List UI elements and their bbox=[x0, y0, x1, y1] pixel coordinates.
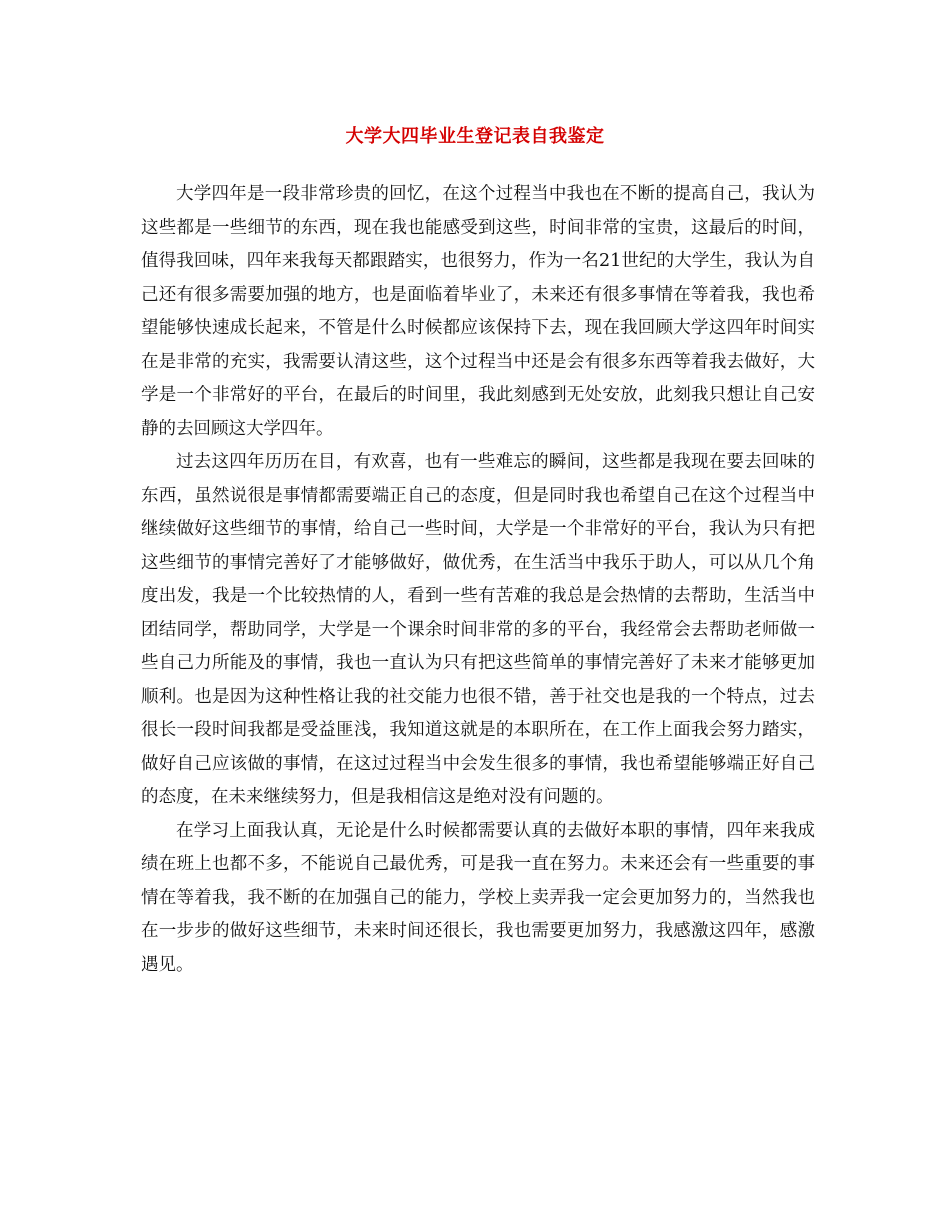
paragraph-2: 过去这四年历历在目，有欢喜，也有一些难忘的瞬间，这些都是我现在要去回味的东西，虽然说很是事情都需要端正自己的态度，但是同时我也希望自己在这个过程当中继续做好这些细节的事情，给自己一些时间，大学是一个非常好的平台，我认为只有把这些细节的事情完善好了才能够做好，做优秀，在生活当中我乐于助人，可以从几个角度出发，我是一个比较热情的人，看到一些有苦难的我总是会热情的去帮助，生活当中团结同学，帮助同学，大学是一个课余时间非常的多的平台，我经常会去帮助老师做一些自己力所能及的事情，我也一直认为只有把这些简单的事情完善好了未来才能够更加顺利。也是因为这种性格让我的社交能力也很不错，善于社交也是我的一个特点，过去很长一段时间我都是受益匪浅，我知道这就是的本职所在，在工作上面我会努力踏实，做好自己应该做的事情，在这过过程当中会发生很多的事情，我也希望能够端正好自己的态度，在未来继续努力，但是我相信这是绝对没有问题的。 bbox=[141, 452, 815, 807]
paragraph-1: 大学四年是一段非常珍贵的回忆，在这个过程当中我也在不断的提高自己，我认为这些都是一些细节的东西，现在我也能感受到这些，时间非常的宝贵，这最后的时间，值得我回味，四年来我每天都跟踏实，也很努力，作为一名21世纪的大学生，我认为自己还有很多需要加强的地方，也是面临着毕业了，未来还有很多事情在等着我，我也希望能够快速成长起来，不管是什么时候都应该保持下去，现在我回顾大学这四年时间实在是非常的充实，我需要认清这些，这个过程当中还是会有很多东西等着我去做好，大学是一个非常好的平台，在最后的时间里，我此刻感到无处安放，此刻我只想让自己安静的去回顾这大学四年。 bbox=[141, 184, 815, 439]
paragraph-3: 在学习上面我认真，无论是什么时候都需要认真的去做好本职的事情，四年来我成绩在班上也都不多，不能说自己最优秀，可是我一直在努力。未来还会有一些重要的事情在等着我，我不断的在加强自己的能力，学校上卖弄我一定会更加努力的，当然我也在一步步的做好这些细节，未来时间还很长，我也需要更加努力，我感激这四年，感激遇见。 bbox=[141, 820, 815, 975]
document-title: 大学大四毕业生登记表自我鉴定 bbox=[345, 126, 605, 147]
document-body bbox=[141, 178, 815, 982]
